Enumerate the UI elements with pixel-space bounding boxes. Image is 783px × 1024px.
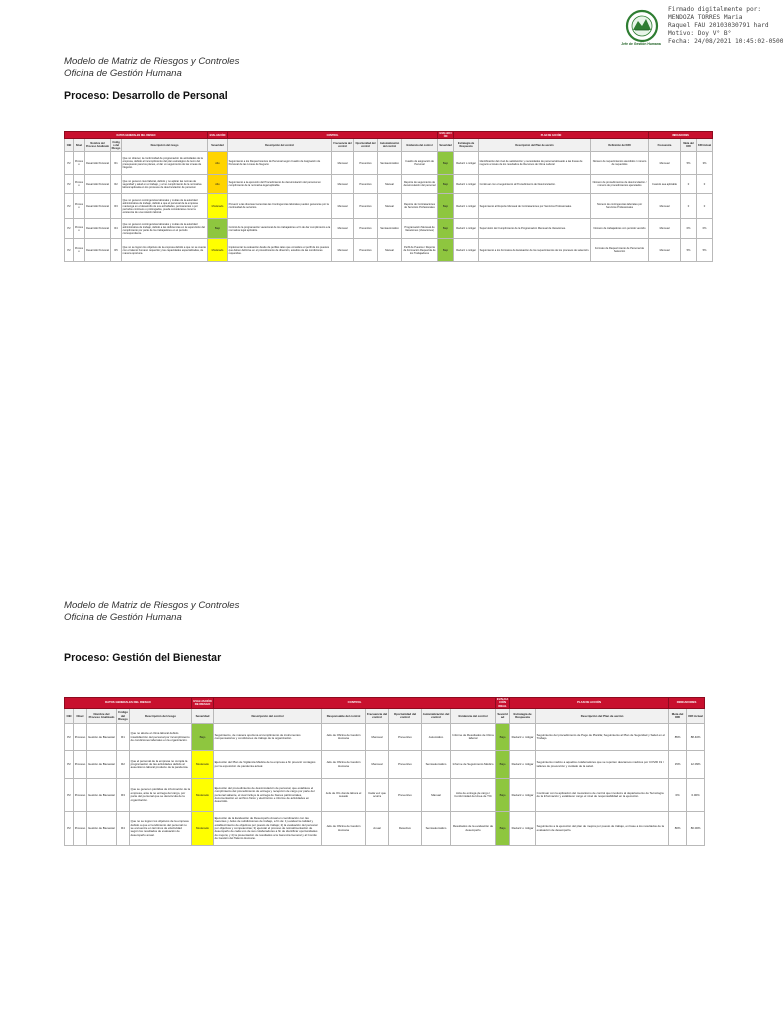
cell-sev1: Moderado bbox=[208, 194, 228, 219]
cell-sev1: Alto bbox=[208, 152, 228, 175]
band-header: EVALUACIÓN DE RIESGO bbox=[192, 698, 214, 709]
cell-plan: Identificación del nivel de satisfacción y necesidades de personal alineado a las líneas de negocio a través de los resultados de Recursos de Clima Laboral bbox=[479, 152, 591, 175]
cell-plan: Continuar con la aplicación del mecanismo de control que involucre al departamento de Tecnología de la Información y establecer cargo el nivel de responsabilidad en la ejecución. bbox=[536, 779, 669, 812]
cell-oei: P2 bbox=[65, 175, 74, 194]
cell-riesgo: Que el personal de la empresa no cumpla la programación de las actividades debido al ausentismo laboral producto de la pandemia. bbox=[130, 751, 192, 779]
table-row bbox=[65, 194, 713, 219]
subtitle-line: Oficina de Gestión Humana bbox=[64, 612, 182, 623]
column-header: Automatización del control bbox=[422, 709, 451, 724]
cell-control: Ejecución del Plan de Vigilancia Médica de la empresa a fin prevenir contagios por la exposición de pandemia actual. bbox=[214, 751, 322, 779]
table-row bbox=[65, 219, 713, 239]
column-header: Frecuencia del control bbox=[366, 709, 389, 724]
cell-nivel: Proceso bbox=[74, 219, 85, 239]
cell-kfrec: Mensual bbox=[649, 194, 681, 219]
band-header: EVALUACIÓN bbox=[439, 132, 452, 138]
cell-autom: Semiautomático bbox=[422, 812, 451, 846]
column-header: Descripción del Plan de acción bbox=[479, 139, 591, 152]
digital-signature bbox=[610, 4, 783, 54]
cell-codigo: R5 bbox=[111, 239, 122, 262]
cell-control: Control de la programación vacacional de los trabajadores a fin de dar cumplimiento a la normativa legal aplicable. bbox=[228, 219, 332, 239]
cell-sev2: Bajo bbox=[438, 239, 454, 262]
cell-proceso: Gestión de Bienestar bbox=[87, 779, 117, 812]
cell-estrat: Reducir o mitigar bbox=[454, 219, 479, 239]
column-header: Severidad bbox=[208, 139, 228, 152]
column-header: Evidencia del control bbox=[451, 709, 496, 724]
cell-frec: Mensual bbox=[332, 239, 354, 262]
cell-oport: Detectivo bbox=[389, 812, 422, 846]
cell-proceso: Gestión de Bienestar bbox=[87, 812, 117, 846]
column-header: Descripción del riesgo bbox=[130, 709, 192, 724]
cell-control: Implementar la evaluación desde de perfiles tales que considere el perfil de los puestos que deben definirse en el procedimiento de dirección, estudios de las condiciones requeridas. bbox=[228, 239, 332, 262]
cell-actual: 0 bbox=[697, 194, 713, 219]
cell-codigo: R4 bbox=[111, 219, 122, 239]
cell-kri: Número de contingencias laborales por Servicios Profesionales bbox=[591, 194, 649, 219]
column-header: Severidad bbox=[438, 139, 454, 152]
cell-meta: 0% bbox=[669, 779, 687, 812]
cell-actual: 5% bbox=[697, 239, 713, 262]
cell-riesgo: Que no generen contingencias laborales y multas de la autoridad administrativa de trabajo, debido a que el personal de la empresa mantenga en el desarrollo de sus actividades, permanentes o por períodos continuos o prolongados, puede considerarse como la existencia de una relación laboral. bbox=[122, 194, 208, 219]
cell-meta: 0% bbox=[681, 219, 697, 239]
cell-evid: Perfil de Puestos / Reporte de Formación Requerida de los Trabajadores bbox=[402, 239, 438, 262]
cell-estrat: Reducir o mitigar bbox=[510, 724, 536, 751]
cell-autom: Semiautomático bbox=[378, 152, 402, 175]
process-title: Proceso: Desarrollo de Personal bbox=[64, 90, 228, 102]
cell-sev1: Moderado bbox=[192, 812, 214, 846]
cell-codigo: R1 bbox=[117, 724, 130, 751]
cell-oei: P2 bbox=[65, 152, 74, 175]
cell-nivel: Proceso bbox=[74, 194, 85, 219]
cell-oei: P2 bbox=[65, 751, 74, 779]
band-header: PLAN DE ACCIÓN bbox=[454, 132, 649, 139]
cell-evid: Acta de entrega de cargo / Conformidad del Área de TIC bbox=[451, 779, 496, 812]
cell-autom: Semiautomático bbox=[378, 219, 402, 239]
cell-frec: Anual bbox=[366, 812, 389, 846]
cell-evid: Cuadro de asignación de Personal bbox=[402, 152, 438, 175]
column-header: OEI bbox=[65, 139, 74, 152]
column-header: Definición del KRI bbox=[591, 139, 649, 152]
table-row bbox=[65, 812, 705, 846]
cell-frec: Mensual bbox=[366, 724, 389, 751]
cell-control: Ejecución de la Evaluación de Desempeño Anual en coordinación con las Gerentes y Jefes de subdivisiones de trabajo, a fin de: 1) evaluar la calidad y establecimiento de objetivos por puesto de trabajo; 2) la evaluación del personal por objetivos y competencias; 3) ejecutar el proceso de retroalimentación de desempeño de cada uno de sus colaboradores a fin de identificar oportunidades de mejora; y 4) la presentación de resultados a la Gerencia General y al Comité de Gestión del Talento Humano. bbox=[214, 812, 322, 846]
cell-oei: P2 bbox=[65, 812, 74, 846]
column-header: Frecuencia bbox=[649, 139, 681, 152]
cell-oei: P2 bbox=[65, 724, 74, 751]
cell-oport: Preventivo bbox=[354, 239, 378, 262]
cell-resp: Jefe de Oficina de Gestión Humana bbox=[322, 751, 366, 779]
column-header: OEI bbox=[65, 709, 74, 724]
cell-proceso: Desarrollo Personal bbox=[85, 194, 111, 219]
column-header: KRI Actual bbox=[697, 139, 713, 152]
cell-frec: Mensual bbox=[332, 194, 354, 219]
cell-actual: 0 bbox=[697, 175, 713, 194]
cell-estrat: Reducir o mitigar bbox=[454, 152, 479, 175]
cell-sev1: Bajo bbox=[192, 724, 214, 751]
cell-resp: Jefe de Oficina de Gestión Humana bbox=[322, 812, 366, 846]
cell-control: Seguimiento a los Requerimientos de Personal según Cuadro de Asignación de Personal de las Líneas de Negocio bbox=[228, 152, 332, 175]
cell-sev1: Moderado bbox=[208, 239, 228, 262]
cell-meta: 15% bbox=[669, 751, 687, 779]
cell-nivel: Proceso bbox=[74, 239, 85, 262]
cell-codigo: R2 bbox=[111, 175, 122, 194]
column-header: Nombre del Proceso Analizado bbox=[87, 709, 117, 724]
cell-actual: 3% bbox=[697, 152, 713, 175]
cell-kri: Número de trabajadores con período vencido bbox=[591, 219, 649, 239]
cell-actual: 12.09% bbox=[687, 751, 705, 779]
process-title: Proceso: Gestión del Bienestar bbox=[64, 652, 222, 664]
cell-control: Prevenir a las diversas Gerencias las Contingencias laborales pueden generarse por la continuidad de servicios. bbox=[228, 194, 332, 219]
cell-control: Seguimiento a la ejecución del Procedimiento de desvinculación del personal en cumplimiento de la normativa legal aplicable. bbox=[228, 175, 332, 194]
cell-codigo: R1 bbox=[111, 152, 122, 175]
cell-estrat: Reducir o mitigar bbox=[510, 751, 536, 779]
column-header: Responsable del control bbox=[322, 709, 366, 724]
column-header: Meta del KRI bbox=[669, 709, 687, 724]
cell-nivel: Proceso bbox=[74, 175, 85, 194]
cell-kfrec: Cuando sea aplicable bbox=[649, 175, 681, 194]
cell-riesgo: Que no generen nivel laboral, debido y no aplicar las normas de seguridad y salud en el trabajo, y al no cumplimiento de la normativa laboral aplicada en los procesos de desvinculación de personal. bbox=[122, 175, 208, 194]
cell-kri: Formato de Requerimiento de Personal de Selección bbox=[591, 239, 649, 262]
cell-evid: Reporte de Contrataciones de Servicios Profesionales bbox=[402, 194, 438, 219]
cell-codigo: R2 bbox=[117, 751, 130, 779]
cell-actual: 0.00% bbox=[687, 779, 705, 812]
cell-control: Ejecución del procedimiento de desvinculación de personal, que establece el cumplimiento del procedimiento de entrega y recepción de cargo por parte del personal saliente, el cual incluye la entrega de bienes patrimoniales, documentación en archivo físico y electrónico e informe de actividades en desarrollo. bbox=[214, 779, 322, 812]
cell-autom: Manual bbox=[378, 239, 402, 262]
cell-estrat: Reducir o mitigar bbox=[510, 779, 536, 812]
cell-oport: Preventivo bbox=[354, 152, 378, 175]
cell-kri: Número de procedimientos de desvinculación / número de procedimientos ejecutados bbox=[591, 175, 649, 194]
cell-resp: Jefe de Oficina de Gestión Humana bbox=[322, 724, 366, 751]
column-header: Nombre del Proceso Analizado bbox=[85, 139, 111, 152]
cell-nivel: Proceso bbox=[74, 779, 87, 812]
cell-frec: Mensual bbox=[332, 219, 354, 239]
risk-matrix-table bbox=[64, 131, 713, 262]
cell-autom: Manual bbox=[378, 194, 402, 219]
column-header: KRI Actual bbox=[687, 709, 705, 724]
column-header: Descripción del control bbox=[228, 139, 332, 152]
column-header: Descripción del control bbox=[214, 709, 322, 724]
cell-sev2: Bajo bbox=[496, 779, 510, 812]
cell-riesgo: Que no generen contingencias laborales y multas de la autoridad administrativa de trabajo, debido a las deficiencias en la supervisión del cumplimiento por parte de los trabajadores en el período correspondiente. bbox=[122, 219, 208, 239]
signature-line: Raquel FAU 20103030791 hard bbox=[668, 22, 769, 29]
column-header: Nivel bbox=[74, 139, 85, 152]
cell-actual: 0% bbox=[697, 219, 713, 239]
cell-sev1: Moderado bbox=[192, 779, 214, 812]
column-header: Descripción del Plan de acción bbox=[536, 709, 669, 724]
cell-control: Seguimiento, de manera oportuna al cumplimiento de instrumentos compensatorios y condiciones de trabajo de la organización. bbox=[214, 724, 322, 751]
cell-estrat: Reducir o mitigar bbox=[454, 194, 479, 219]
cell-oport: Preventivo bbox=[389, 724, 422, 751]
cell-oport: Preventivo bbox=[389, 751, 422, 779]
cell-oport: Preventivo bbox=[354, 175, 378, 194]
cell-estrat: Reducir o mitigar bbox=[454, 175, 479, 194]
column-header: Código del Riesgo bbox=[111, 140, 121, 150]
cell-plan: Seguimiento a la ejecución del plan de mejora por puesto de trabajo, en base a los resultados de la evaluación de desempeño. bbox=[536, 812, 669, 846]
cell-plan: Seguimiento al Reporte Mensual de Contrataciones por Servicios Profesionales. bbox=[479, 194, 591, 219]
band-header: EVALUACIÓN bbox=[208, 132, 228, 139]
cell-frec: Mensual bbox=[332, 175, 354, 194]
cell-sev2: Bajo bbox=[438, 175, 454, 194]
cell-proceso: Desarrollo Personal bbox=[85, 152, 111, 175]
column-header: Automatización del control bbox=[378, 139, 402, 152]
cell-riesgo: Que no se logren los objetivos de la empresa debido a que no se cuente con el talento humano requerido y las capacidades especializadas, de manera oportuna. bbox=[122, 239, 208, 262]
cell-meta: 85% bbox=[669, 724, 687, 751]
cell-nivel: Proceso bbox=[74, 724, 87, 751]
column-header: Estrategia de Respuesta bbox=[454, 139, 479, 152]
signature-line: Fecha: 24/08/2021 10:45:02-0500 bbox=[668, 38, 783, 45]
band-header: PLAN DE ACCIÓN bbox=[510, 698, 669, 709]
document-title bbox=[64, 600, 239, 624]
cell-oport: Preventivo bbox=[354, 219, 378, 239]
risk-matrix-table bbox=[64, 697, 705, 846]
cell-evid: Programación Mensual de Vacaciones (Vacaciones) bbox=[402, 219, 438, 239]
column-header: Nivel bbox=[74, 709, 87, 724]
cell-riesgo: Que no se logren los objetivos de la empresa debido a que el rendimiento del personal no se encuentre en términos de efectividad según los resultados de evaluación de desempeño anual. bbox=[130, 812, 192, 846]
cell-evid: Resultados de la evaluación de desempeño bbox=[451, 812, 496, 846]
cell-autom: Manual bbox=[378, 175, 402, 194]
cell-riesgo: Que no obtener, la conformidad de programación de actividades de la empresa, debido al incumplimiento del plan estratégico de lucro del presupuesto para los planes, el dar un seguimiento de las Líneas de Negocio. bbox=[122, 152, 208, 175]
document-title bbox=[64, 56, 239, 80]
cell-frec: Mensual bbox=[332, 152, 354, 175]
table-row bbox=[65, 751, 705, 779]
seal-caption: Jefe de Gestión Humana bbox=[621, 42, 661, 46]
band-header: EVALUACIÓN IDEAL bbox=[496, 697, 509, 708]
cell-sev1: Moderado bbox=[192, 751, 214, 779]
column-header: Estrategia de Respuesta bbox=[510, 709, 536, 724]
cell-autom: Semiautomático bbox=[422, 751, 451, 779]
table-row bbox=[65, 152, 713, 175]
cell-oei: P2 bbox=[65, 779, 74, 812]
cell-codigo: R3 bbox=[111, 194, 122, 219]
cell-evid: Reporte de seguimiento de desvinculación del personal bbox=[402, 175, 438, 194]
title-line: Modelo de Matriz de Riesgos y Controles bbox=[64, 56, 240, 67]
table-row bbox=[65, 779, 705, 812]
signature-line: Motivo: Doy V° B° bbox=[668, 30, 732, 37]
cell-oport: Preventivo bbox=[354, 194, 378, 219]
cell-autom: Automático bbox=[422, 724, 451, 751]
table-row bbox=[65, 239, 713, 262]
cell-meta: 80% bbox=[669, 812, 687, 846]
cell-plan: Continuar con el seguimiento al Procedimiento de Desvinculación. bbox=[479, 175, 591, 194]
table-row bbox=[65, 175, 713, 194]
signature-line: MENDOZA TORRES Maria bbox=[668, 14, 743, 21]
cell-estrat: Reducir o mitigar bbox=[454, 239, 479, 262]
cell-estrat: Reducir o mitigar bbox=[510, 812, 536, 846]
cell-sev2: Bajo bbox=[438, 219, 454, 239]
cell-nivel: Proceso bbox=[74, 751, 87, 779]
column-header: Frecuencia del control bbox=[332, 139, 354, 152]
cell-meta: 0 bbox=[681, 175, 697, 194]
band-header: INDICADORES bbox=[649, 132, 713, 139]
cell-kfrec: Mensual bbox=[649, 152, 681, 175]
cell-sev2: Bajo bbox=[496, 751, 510, 779]
cell-plan: Supervisión del Cumplimiento de la Programación Mensual de Vacaciones. bbox=[479, 219, 591, 239]
cell-actual: 88.40% bbox=[687, 724, 705, 751]
subtitle-line: Oficina de Gestión Humana bbox=[64, 68, 182, 79]
cell-plan: Seguimiento médico a aquellos colaboradores que se reporten descansos médicos por COVID 19 / talleres de prevención y cuidado de la salud. bbox=[536, 751, 669, 779]
cell-riesgo: Que se generen pérdidas de información de la empresa, ante la no entrega del cargo, por parte del personal que se desvincula de la organización. bbox=[130, 779, 192, 812]
cell-evid: Informe de Seguimiento Médico bbox=[451, 751, 496, 779]
column-header: Meta del KRI bbox=[681, 139, 697, 152]
cell-oei: P2 bbox=[65, 194, 74, 219]
cell-resp: Jefe de OG donde labora el cesado bbox=[322, 779, 366, 812]
band-header: CONTROL bbox=[214, 698, 496, 709]
cell-sev2: Bajo bbox=[496, 724, 510, 751]
cell-codigo: R3 bbox=[117, 779, 130, 812]
column-header: Severidad bbox=[192, 709, 214, 724]
column-header: Oportunidad del control bbox=[354, 139, 378, 152]
cell-plan: Seguimiento a los Formatos de Evaluación de los requerimientos de los procesos de selección. bbox=[479, 239, 591, 262]
cell-frec: Cada vez que ocurra bbox=[366, 779, 389, 812]
cell-kfrec: Mensual bbox=[649, 219, 681, 239]
band-header: DATOS GENERALES DEL RIESGO bbox=[65, 132, 208, 139]
cell-proceso: Desarrollo Personal bbox=[85, 175, 111, 194]
cell-nivel: Proceso bbox=[74, 812, 87, 846]
cell-proceso: Desarrollo Personal bbox=[85, 219, 111, 239]
band-header: CONTROL bbox=[228, 132, 438, 139]
column-header: Código del Riesgo bbox=[117, 709, 130, 724]
cell-frec: Mensual bbox=[366, 751, 389, 779]
column-header: Descripción del riesgo bbox=[122, 139, 208, 152]
cell-sev2: Bajo bbox=[438, 152, 454, 175]
cell-evid: Informe de Resultados de Clima laboral bbox=[451, 724, 496, 751]
cell-proceso: Desarrollo Personal bbox=[85, 239, 111, 262]
cell-actual: 80.00% bbox=[687, 812, 705, 846]
cell-meta: 0 bbox=[681, 194, 697, 219]
cell-proceso: Gestión de Bienestar bbox=[87, 724, 117, 751]
title-line: Modelo de Matriz de Riesgos y Controles bbox=[64, 600, 240, 611]
cell-kri: Número de requerimientos atendidos / número de requeridos bbox=[591, 152, 649, 175]
cell-sev1: Bajo bbox=[208, 219, 228, 239]
cell-riesgo: Que no afecte el clima laboral debido insatisfacción del personal por incumplimiento de condiciones laborales en la organización. bbox=[130, 724, 192, 751]
signature-line: Firmado digitalmente por: bbox=[668, 6, 762, 13]
cell-codigo: R4 bbox=[117, 812, 130, 846]
cell-oport: Preventivo bbox=[389, 779, 422, 812]
cell-sev1: Alto bbox=[208, 175, 228, 194]
cell-oei: P2 bbox=[65, 219, 74, 239]
cell-meta: 5% bbox=[681, 152, 697, 175]
signature-text bbox=[668, 6, 783, 46]
cell-nivel: Proceso bbox=[74, 152, 85, 175]
cell-oei: P2 bbox=[65, 239, 74, 262]
band-header: DATOS GENERALES DEL RIESGO bbox=[65, 698, 192, 709]
column-header: Oportunidad del control bbox=[389, 709, 422, 724]
table-row bbox=[65, 724, 705, 751]
cell-proceso: Gestión de Bienestar bbox=[87, 751, 117, 779]
cell-meta: 5% bbox=[681, 239, 697, 262]
column-header: Severidad bbox=[496, 709, 510, 724]
cell-plan: Seguimiento del procedimiento de Pago de Planilla; Seguimiento al Plan de Seguridad y Salud en el Trabajo. bbox=[536, 724, 669, 751]
cell-autom: Manual bbox=[422, 779, 451, 812]
column-header: Evidencia del control bbox=[402, 139, 438, 152]
cell-sev2: Bajo bbox=[496, 812, 510, 846]
cell-kfrec: Mensual bbox=[649, 239, 681, 262]
band-header: INDICADORES bbox=[669, 698, 705, 709]
cell-sev2: Bajo bbox=[438, 194, 454, 219]
